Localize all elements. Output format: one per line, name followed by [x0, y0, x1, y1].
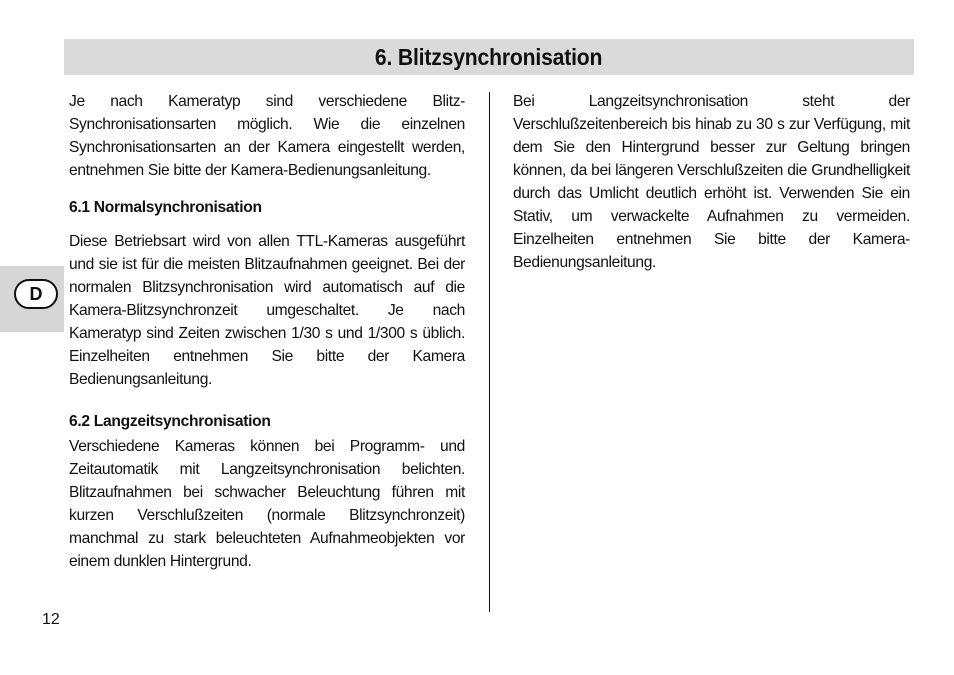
page-number: 12: [42, 611, 60, 628]
section-body-slow-sync: Verschiedene Kameras können bei Programm- und Zeitautomatik mit Langzeitsynchronisation belichten. Blitzaufnahmen bei schwacher Beleuchtung führen mit kurzen Verschlußzeiten (normale Blitzsynchronzeit) manchmal zu stark beleuchteten Aufnahmeobjekten vor einem dunklen Hintergrund.: [69, 438, 465, 570]
slow-sync-continued-paragraph: Bei Langzeitsynchronisation steht der Verschlußzeitenbereich bis hinab zu 30 s zur Verfügung, mit dem Sie den Hintergrund besser zur Geltung bringen können, da bei längeren Verschlußzeiten die Grundhelligkeit durch das Umlicht deutlich erhöht ist. Verwenden Sie ein Stativ, um verwackelte Aufnahmen zu vermeiden. Einzelheiten entnehmen Sie bitte der Kamera-Bedienungsanleitung.: [513, 93, 910, 271]
section-heading-slow-sync: 6.2 Langzeitsynchronisation: [69, 413, 271, 430]
left-column: [69, 90, 465, 573]
page-title: 6. Blitzsynchronisation: [375, 43, 603, 70]
intro-paragraph: Je nach Kameratyp sind verschiedene Blitz-Synchronisationsarten möglich. Wie die einzelnen Synchronisationsarten an der Kamera eingestellt werden, entnehmen Sie bitte der Kamera-Bedienungsanleitung.: [69, 93, 465, 179]
right-column: [513, 90, 910, 274]
section-title-bar: [64, 39, 914, 75]
column-divider: [489, 92, 490, 612]
language-badge: D: [14, 279, 58, 309]
section-body-normal-sync: Diese Betriebsart wird von allen TTL-Kameras ausgeführt und sie ist für die meisten Blitzaufnahmen geeignet. Bei der normalen Blitzsynchronisation wird automatisch auf die Kamera-Blitzsynchronzeit umgeschaltet. Je nach Kameratyp sind Zeiten zwischen 1/30 s und 1/300 s üblich. Einzelheiten entnehmen Sie bitte der Kamera Bedienungsanleitung.: [69, 233, 465, 388]
section-heading-normal-sync: 6.1 Normalsynchronisation: [69, 199, 262, 216]
